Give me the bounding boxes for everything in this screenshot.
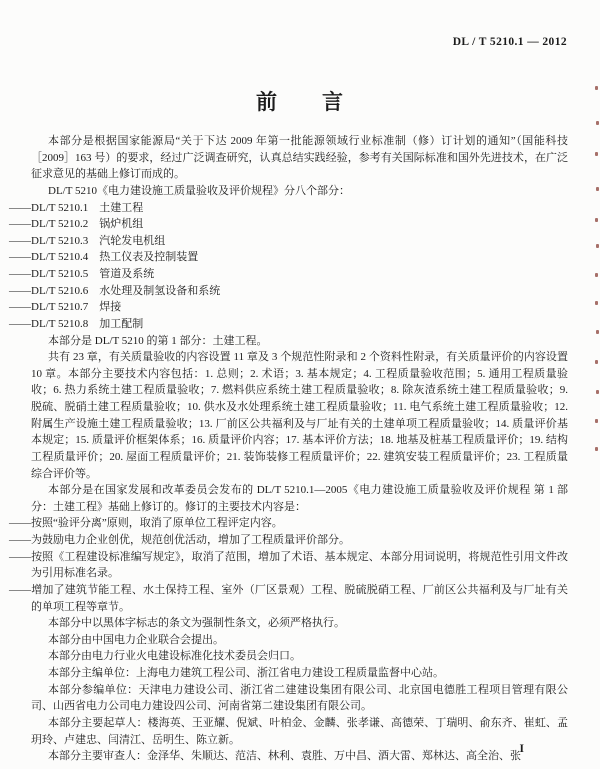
paragraph: 共有 23 章，有关质量验收的内容设置 11 章及 3 个规范性附录和 2 个资料性附录，有关质量评价的内容设置 10 章。本部分主要技术内容包括：1. 总则；2. 术语；3. 基本规定；4. 工程质量验收范围；5. 通用工程质量验收；6. 热力系统土建工程质量验收；7. 燃料供应系统土建工程质量验收；8. 除灰渣系统土建工程质量验收；9. 脱硫、脱硝土建工程质量验收；10. 供水及水处理系统土建工程质量验收；11. 电气系统土建工程质量验收；12. 附属生产设施土建工程质量验收；13. 厂前区公共福利及与厂址有关的土建单项工程质量验收；14. 质量评价基本规定；15. 质量评价框架体系；16. 质量评价内容；17. 基本评价方法；18. 地基及桩基工程质量评价；19. 结构工程质量评价；20. 屋面工程质量评价；21. 装饰装修工程质量评价；22. 建筑安装工程质量评价；23. 工程质量综合评价等。 — [31, 351, 568, 480]
paragraph: DL/T 5210《电力建设施工质量验收及评价规程》分八个部分： — [48, 184, 350, 197]
paragraph: 本部分主编单位：上海电力建筑工程公司、浙江省电力建设工程质量监督中心站。 — [48, 667, 444, 679]
standard-number: DL / T 5210.1 — 2012 — [452, 36, 567, 48]
paragraph: 本部分是根据国家能源局“关于下达 2009 年第一批能源领域行业标准制（修）订计划的通知”（国能科技［2009］163 号）的要求，经过广泛调查研究，认真总结实践经验，参考有关国际标准和国外先进技术，在广泛征求意见的基础上修订而成的。 — [31, 135, 568, 181]
paragraph: ——DL/T 5210.4 热工仪表及控制装置 — [9, 251, 199, 264]
paragraph: 本部分参编单位：天津电力建设公司、浙江省二建建设集团有限公司、北京国电德胜工程项目管理有限公司、山西省电力公司电力建设四公司、河南省第二建设集团有限公司。 — [31, 683, 568, 713]
paragraph: 本部分是 DL/T 5210 的第 1 部分：土建工程。 — [48, 334, 268, 347]
paragraph: ——DL/T 5210.3 汽轮发电机组 — [9, 234, 166, 247]
paragraph: ——DL/T 5210.2 锅炉机组 — [9, 218, 144, 231]
page-title: 前 言 — [256, 90, 344, 114]
document-content — [9, 133, 568, 765]
paragraph: 本部分由电力行业火电建设标准化技术委员会归口。 — [48, 650, 301, 663]
paragraph: 本部分是在国家发展和改革委员会发布的 DL/T 5210.1—2005《电力建设施工质量验收及评价规程 第 1 部分：土建工程》基础上修订的。修订的主要技术内容是： — [31, 484, 568, 513]
paragraph: 本部分由中国电力企业联合会提出。 — [48, 633, 224, 646]
paragraph: ——按照“验评分离”原则，取消了原单位工程评定内容。 — [9, 517, 283, 530]
paragraph: 本部分主要起草人：楼海英、王亚耀、倪斌、叶柏金、金麟、张孝谦、高德荣、丁瑞明、俞东齐、崔虹、孟玥玲、卢建忠、闫清江、岳明生、陈立新。 — [31, 716, 568, 746]
paragraph: ——DL/T 5210.5 管道及系统 — [9, 268, 155, 280]
paragraph: ——按照《工程建设标准编写规定》，取消了范围，增加了术语、基本规定、本部分用词说明，将规范性引用文件改为引用标准名录。 — [9, 550, 568, 580]
paragraph: 本部分主要审查人：金泽华、朱顺达、范洁、林利、袁胜、万中昌、酒大雷、郑林达、高全治、张 — [48, 750, 521, 763]
page-number: I — [519, 743, 524, 755]
paragraph: ——为鼓励电力企业创优，规范创优活动，增加了工程质量评价部分。 — [9, 534, 350, 546]
paragraph: 本部分中以黑体字标志的条文为强制性条文，必须严格执行。 — [48, 617, 345, 630]
paragraph: ——DL/T 5210.1 土建工程 — [9, 201, 144, 214]
paragraph: ——DL/T 5210.8 加工配制 — [9, 317, 144, 330]
paragraph: ——增加了建筑节能工程、水土保持工程、室外（厂区景观）工程、脱硫脱硝工程、厂前区公共福利及与厂址有关的单项工程等章节。 — [9, 583, 568, 613]
paragraph: ——DL/T 5210.7 焊接 — [9, 301, 122, 314]
paragraph: ——DL/T 5210.6 水处理及制氢设备和系统 — [9, 284, 221, 297]
